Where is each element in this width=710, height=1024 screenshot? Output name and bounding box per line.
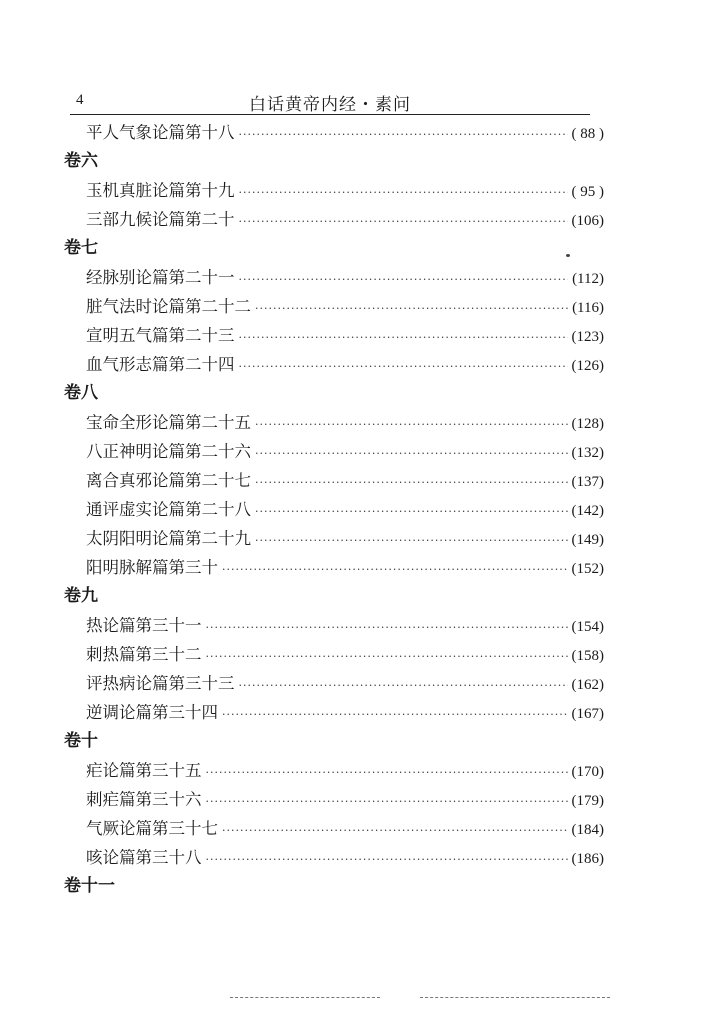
dot-leader — [239, 352, 568, 381]
toc-entry — [64, 640, 604, 669]
toc-entry — [64, 205, 604, 234]
dot-leader — [255, 497, 568, 526]
dot-leader — [206, 613, 568, 642]
entry-title: 三部九候论篇第二十 — [86, 210, 235, 229]
volume-heading: 卷九 — [64, 586, 98, 606]
toc-entry — [64, 263, 604, 292]
entry-title: 离合真邪论篇第二十七 — [86, 471, 251, 490]
toc-entry — [64, 611, 604, 640]
toc-entry — [64, 524, 604, 553]
table-of-contents — [64, 118, 604, 901]
entry-page-number: (170) — [571, 764, 604, 780]
entry-title: 气厥论篇第三十七 — [86, 819, 218, 838]
dot-leader — [239, 120, 568, 149]
entry-title: 疟论篇第三十五 — [86, 761, 202, 780]
entry-page-number: (123) — [571, 329, 604, 345]
toc-entry — [64, 437, 604, 466]
page-header — [70, 88, 590, 116]
entry-page-number: (179) — [571, 793, 604, 809]
toc-entry — [64, 553, 604, 582]
toc-entry — [64, 843, 604, 872]
dot-leader — [206, 845, 568, 874]
toc-entry — [64, 350, 604, 379]
entry-title: 血气形志篇第二十四 — [86, 355, 235, 374]
entry-title: 刺疟篇第三十六 — [86, 790, 202, 809]
toc-entry — [64, 321, 604, 350]
dot-leader — [239, 671, 568, 700]
entry-page-number: (116) — [572, 300, 604, 316]
volume-heading: 卷七 — [64, 238, 98, 258]
entry-title: 通评虚实论篇第二十八 — [86, 500, 251, 519]
entry-title: 评热病论篇第三十三 — [86, 674, 235, 693]
entry-page-number: (167) — [571, 706, 604, 722]
entry-page-number: (152) — [571, 561, 604, 577]
entry-page-number: (137) — [571, 474, 604, 490]
entry-title: 玉机真脏论篇第十九 — [86, 181, 235, 200]
entry-title: 宝命全形论篇第二十五 — [86, 413, 251, 432]
entry-page-number: (162) — [571, 677, 604, 693]
dot-leader — [255, 468, 568, 497]
entry-title: 八正神明论篇第二十六 — [86, 442, 251, 461]
dot-leader — [206, 787, 568, 816]
entry-page-number: (149) — [571, 532, 604, 548]
entry-title: 太阴阳明论篇第二十九 — [86, 529, 251, 548]
volume-heading: 卷十一 — [64, 876, 115, 896]
dot-leader — [255, 294, 568, 323]
entry-page-number: (106) — [571, 213, 604, 229]
entry-page-number: (126) — [571, 358, 604, 374]
entry-page-number: (132) — [571, 445, 604, 461]
entry-title: 宣明五气篇第二十三 — [86, 326, 235, 345]
dot-leader — [206, 642, 568, 671]
entry-page-number: (186) — [571, 851, 604, 867]
entry-title: 平人气象论篇第十八 — [86, 123, 235, 142]
dot-leader — [255, 526, 568, 555]
entry-title: 脏气法时论篇第二十二 — [86, 297, 251, 316]
toc-entry — [64, 785, 604, 814]
toc-entry — [64, 756, 604, 785]
dot-leader — [222, 816, 568, 845]
dot-leader — [239, 265, 569, 294]
volume-heading: 卷六 — [64, 151, 98, 171]
entry-title: 经脉别论篇第二十一 — [86, 268, 235, 287]
dot-leader — [239, 178, 568, 207]
entry-page-number: ( 95 ) — [571, 184, 604, 200]
dot-leader — [255, 439, 568, 468]
toc-entry — [64, 495, 604, 524]
page-number: 4 — [76, 92, 84, 108]
entry-page-number: (128) — [571, 416, 604, 432]
toc-entry — [64, 292, 604, 321]
dot-leader — [239, 207, 568, 236]
entry-page-number: ( 88 ) — [571, 126, 604, 142]
entry-page-number: (158) — [571, 648, 604, 664]
entry-page-number: (184) — [571, 822, 604, 838]
toc-entry — [64, 814, 604, 843]
entry-page-number: (142) — [571, 503, 604, 519]
entry-title: 热论篇第三十一 — [86, 616, 202, 635]
entry-title: 逆调论篇第三十四 — [86, 703, 218, 722]
dot-leader — [206, 758, 568, 787]
entry-title: 阳明脉解篇第三十 — [86, 558, 218, 577]
entry-page-number: (154) — [571, 619, 604, 635]
running-title: 白话黄帝内经・素问 — [249, 95, 411, 115]
scan-artifact-line — [420, 997, 610, 998]
toc-entry — [64, 466, 604, 495]
dot-leader — [222, 700, 568, 729]
toc-entry — [64, 118, 604, 147]
volume-heading: 卷八 — [64, 383, 98, 403]
entry-title: 刺热篇第三十二 — [86, 645, 202, 664]
dot-leader — [239, 323, 568, 352]
toc-entry — [64, 176, 604, 205]
dot-leader — [255, 410, 568, 439]
toc-entry — [64, 698, 604, 727]
toc-entry — [64, 408, 604, 437]
toc-entry — [64, 669, 604, 698]
entry-title: 咳论篇第三十八 — [86, 848, 202, 867]
scan-artifact-line — [230, 997, 380, 998]
header-rule — [70, 114, 590, 115]
volume-heading: 卷十 — [64, 731, 98, 751]
entry-page-number: (112) — [572, 271, 604, 287]
scan-speck — [566, 254, 570, 257]
dot-leader — [222, 555, 568, 584]
